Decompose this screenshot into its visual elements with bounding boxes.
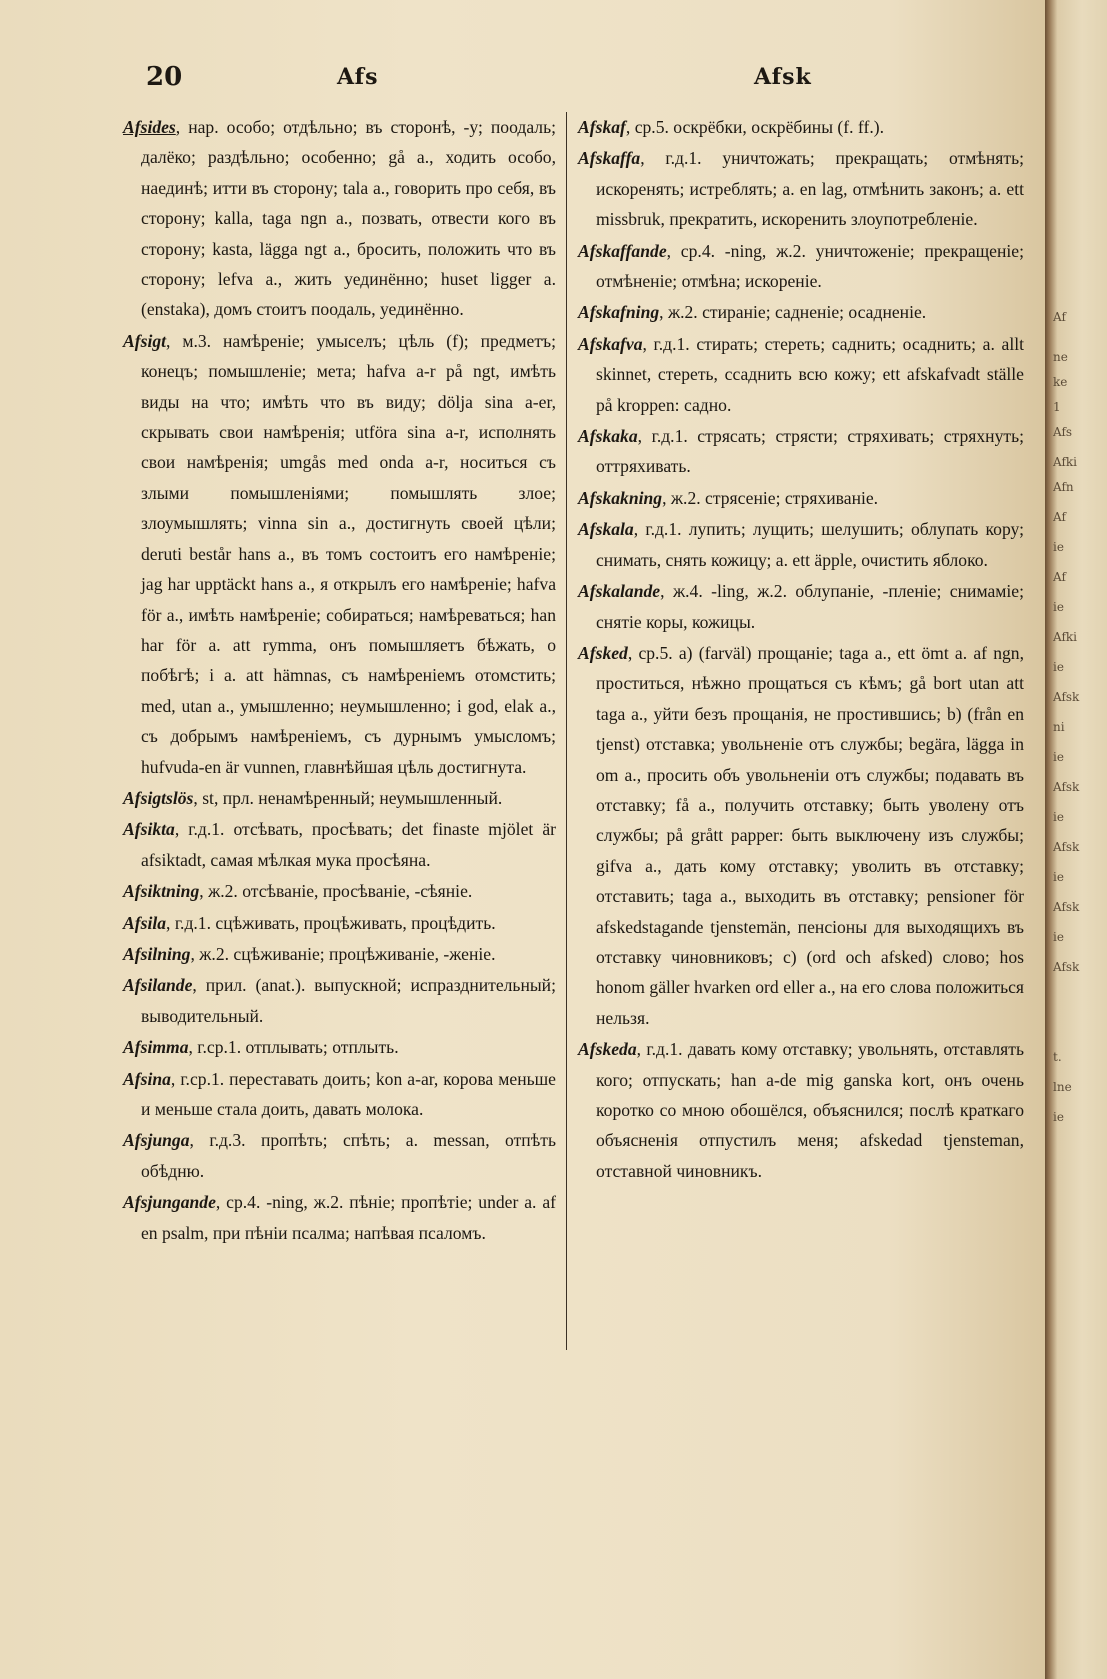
headword: Afskalande bbox=[578, 581, 661, 602]
edge-fragment: ni bbox=[1053, 720, 1065, 734]
running-head-left: Afs bbox=[337, 64, 379, 90]
edge-fragment: ie bbox=[1053, 1110, 1064, 1124]
dictionary-entry bbox=[578, 143, 1024, 234]
page-number: 20 bbox=[146, 62, 183, 92]
dictionary-entry bbox=[123, 939, 556, 969]
definition: , г.д.1. стрясать; стрясти; стряхивать; стряхнуть; оттряхивать. bbox=[596, 426, 1024, 477]
edge-fragment: ie bbox=[1053, 750, 1064, 764]
edge-fragment: ie bbox=[1053, 540, 1064, 554]
definition: , st, прл. ненамѣренный; неумышленный. bbox=[193, 787, 503, 808]
edge-fragment: ne bbox=[1053, 350, 1068, 364]
edge-fragment: Afsk bbox=[1053, 840, 1080, 854]
dictionary-entry bbox=[578, 329, 1024, 420]
headword: Afsila bbox=[123, 912, 167, 933]
dictionary-entry bbox=[123, 1064, 556, 1125]
definition: , ж.2. сцѣживаніе; процѣживаніе, -женіе. bbox=[190, 943, 496, 964]
definition: , г.д.3. пропѣть; спѣть; a. messan, отпѣть обѣдню. bbox=[141, 1130, 556, 1181]
definition: , нар. особо; отдѣльно; въ сторонѣ, -у; поодаль; далёко; раздѣльно; особенно; gå a., ходить особо, наединѣ; итти въ сторону; tala a., говорить про себя, въ сторону; kalla, taga ngn a., позвать, отвести кого въ сторону; kasta, lägga ngt a., бросить, положить что въ сторону; lefva a., жить уединённо; huset ligger a. (enstaka), домъ стоитъ поодаль, уединённо. bbox=[141, 117, 556, 320]
headword: Afsides bbox=[123, 117, 176, 137]
dictionary-entry bbox=[578, 483, 1024, 513]
definition: , ж.2. стрясеніе; стряхиваніе. bbox=[662, 487, 879, 508]
definition: , ср.5. a) (farväl) прощаніе; taga a., ett ömt a. af ngn, проститься, нѣжно прощаться съ кѣмъ; gå bort utan att taga a., уйти безъ прощанія, не простившись; b) (från en tjenst) отставка; увольненіе отъ службы; begära, lägga in om a., просить объ увольненіи отъ службы; подавать въ отставку; få a., получить отставку; быть уволену отъ службы; på grått papper: быть выключену изъ службы; gifva a., дать кому отставку; уволить въ отставку; отставить; taga a., выходить въ отставку; pensioner för afskedstagande tjenstemän, пенсіоны для выходящихъ въ отставку чиновниковъ; c) (ord och afsked) слово; hos honom gäller hvarken ord eller a., на его слова положиться нельзя. bbox=[596, 642, 1024, 1028]
edge-fragment: 1 bbox=[1053, 400, 1061, 414]
dictionary-entry bbox=[578, 576, 1024, 637]
edge-fragment: ie bbox=[1053, 660, 1064, 674]
headword: Afsilande bbox=[123, 975, 193, 996]
dictionary-entry bbox=[578, 236, 1024, 297]
edge-fragment: Afki bbox=[1053, 455, 1078, 469]
headword: Afsilning bbox=[123, 943, 191, 964]
definition: , г.ср.1. переставать доить; kon a-ar, корова меньше и меньше стала доить, давать молока. bbox=[141, 1068, 556, 1119]
definition: , г.д.1. стирать; стереть; саднить; осаднить; a. allt skinnet, стереть, ссаднить всю кожу; ett afskafvadt ställe på kroppen: садно. bbox=[596, 333, 1024, 415]
definition: , г.д.1. лупить; лущить; шелушить; облупать кору; снимать, снять кожицу; a. ett äpple, очистить яблоко. bbox=[596, 519, 1024, 570]
definition: , ж.2. стираніе; садненіе; осадненіе. bbox=[659, 302, 927, 323]
edge-fragment: ie bbox=[1053, 600, 1064, 614]
definition: , г.д.1. сцѣживать, процѣживать, процѣдить. bbox=[166, 912, 496, 933]
headword: Afsjunga bbox=[123, 1130, 190, 1151]
edge-fragment: Afki bbox=[1053, 630, 1078, 644]
dictionary-entry bbox=[123, 908, 556, 938]
headword: Afskafning bbox=[578, 302, 660, 323]
edge-fragment: ie bbox=[1053, 930, 1064, 944]
headword: Afsigtslös bbox=[123, 787, 194, 808]
running-head-right: Afsk bbox=[754, 64, 812, 90]
edge-fragment: Afn bbox=[1053, 480, 1074, 494]
next-page-edge bbox=[1045, 0, 1107, 1679]
left-column bbox=[123, 112, 556, 1249]
headword: Afskakning bbox=[578, 487, 663, 508]
right-column bbox=[578, 112, 1024, 1187]
definition: , г.д.1. давать кому отставку; увольнять, отставлять кого; отпускать; han a-de mig ganska kort, онъ очень коротко со мною обошёлся, объяснился; послѣ краткаго объясненія отпустилъ меня; afskedad tjensteman, отставной чиновникъ. bbox=[596, 1039, 1024, 1181]
dictionary-entry bbox=[123, 326, 556, 782]
dictionary-entry bbox=[578, 1034, 1024, 1186]
edge-fragment: Afsk bbox=[1053, 690, 1080, 704]
headword: Afskaffa bbox=[578, 148, 641, 169]
dictionary-entry bbox=[123, 1032, 556, 1062]
definition: , г.д.1. отсѣвать, просѣвать; det finaste mjölet är afsiktadt, самая мѣлкая мука просѣяна. bbox=[141, 819, 556, 870]
headword: Afskeda bbox=[578, 1039, 637, 1060]
headword: Afsimma bbox=[123, 1037, 189, 1058]
dictionary-entry bbox=[578, 638, 1024, 1033]
column-divider bbox=[566, 112, 567, 1350]
definition: , м.3. намѣреніе; умыселъ; цѣль (f); предметъ; конецъ; помышленіе; мета; hafva a-r på ngt, имѣть виды на что; имѣть что въ виду; dölja sina a-er, скрывать свои намѣренія; utföra sina a-r, исполнять свои намѣренія; umgås med onda a-r, носиться съ злыми помышленіями; помышлять злое; злоумышлять; vinna sin a., достигнуть своей цѣли; deruti består hans a., въ томъ состоитъ его намѣреніе; jag har upptäckt hans a., я открылъ его намѣреніе; hafva för a., имѣть намѣреніе; собираться; намѣреваться; han har för a. att rymma, онъ помышляетъ бѣжать, о побѣгѣ; i a. att hämnas, съ намѣреніемъ отомстить; med, utan a., умышленно; неумышленно; i god, elak a., съ добрымъ намѣреніемъ, съ дурнымъ умысломъ; hufvuda-en är vunnen, главнѣйшая цѣль достигнута. bbox=[141, 330, 556, 777]
edge-fragment: Afs bbox=[1053, 425, 1073, 439]
edge-fragment: lne bbox=[1053, 1080, 1072, 1094]
headword: Afsina bbox=[123, 1068, 171, 1089]
edge-fragment: Afsk bbox=[1053, 960, 1080, 974]
edge-fragment: t. bbox=[1053, 1050, 1062, 1064]
dictionary-entry bbox=[123, 814, 556, 875]
headword: Afsikta bbox=[123, 819, 175, 840]
edge-fragment: ie bbox=[1053, 810, 1064, 824]
headword: Afskaka bbox=[578, 426, 638, 447]
headword: Afskaffande bbox=[578, 240, 667, 261]
dictionary-entry bbox=[578, 297, 1024, 327]
headword: Afsjungande bbox=[123, 1192, 216, 1213]
headword: Afskala bbox=[578, 519, 634, 540]
definition: , г.д.1. уничтожать; прекращать; отмѣнять; искоренять; истреблять; a. en lag, отмѣнить законъ; a. ett missbruk, прекратить, искоренить злоупотребленіе. bbox=[596, 148, 1024, 230]
dictionary-entry bbox=[123, 112, 556, 325]
dictionary-entry bbox=[578, 514, 1024, 575]
definition: , ж.2. отсѣваніе, просѣваніе, -сѣяніе. bbox=[199, 881, 473, 902]
dictionary-entry bbox=[123, 783, 556, 813]
definition: , г.ср.1. отплывать; отплыть. bbox=[188, 1037, 399, 1058]
dictionary-entry bbox=[578, 421, 1024, 482]
headword: Afskaf bbox=[578, 117, 626, 137]
headword: Afskafva bbox=[578, 333, 643, 354]
edge-fragment: Afsk bbox=[1053, 900, 1080, 914]
edge-fragment: Af bbox=[1053, 310, 1066, 324]
headword: Afsigt bbox=[123, 330, 167, 351]
dictionary-entry bbox=[123, 876, 556, 906]
definition: , ср.4. -ning, ж.2. пѣніе; пропѣтіе; under a. af en psalm, при пѣніи псалма; напѣвая псаломъ. bbox=[141, 1192, 556, 1243]
definition: , ср.4. -ning, ж.2. уничтоженіе; прекращеніе; отмѣненіе; отмѣна; искореніе. bbox=[596, 240, 1024, 292]
headword: Afsked bbox=[578, 642, 628, 663]
edge-fragment: ke bbox=[1053, 375, 1068, 389]
dictionary-entry bbox=[123, 970, 556, 1031]
definition: , прил. (anat.). выпускной; испразднительный; выводительный. bbox=[141, 975, 556, 1026]
dictionary-entry bbox=[123, 1187, 556, 1248]
definition: , ср.5. оскрёбки, оскрёбины (f. ff.). bbox=[625, 117, 884, 137]
edge-fragment: Afsk bbox=[1053, 780, 1080, 794]
edge-fragment: Af bbox=[1053, 510, 1066, 524]
edge-fragment: ie bbox=[1053, 870, 1064, 884]
headword: Afsiktning bbox=[123, 881, 200, 902]
definition: , ж.4. -ling, ж.2. облупаніе, -пленіе; снимаміе; снятіе коры, кожицы. bbox=[596, 581, 1024, 632]
dictionary-entry bbox=[578, 112, 1024, 142]
edge-fragment: Af bbox=[1053, 570, 1066, 584]
dictionary-entry bbox=[123, 1125, 556, 1186]
